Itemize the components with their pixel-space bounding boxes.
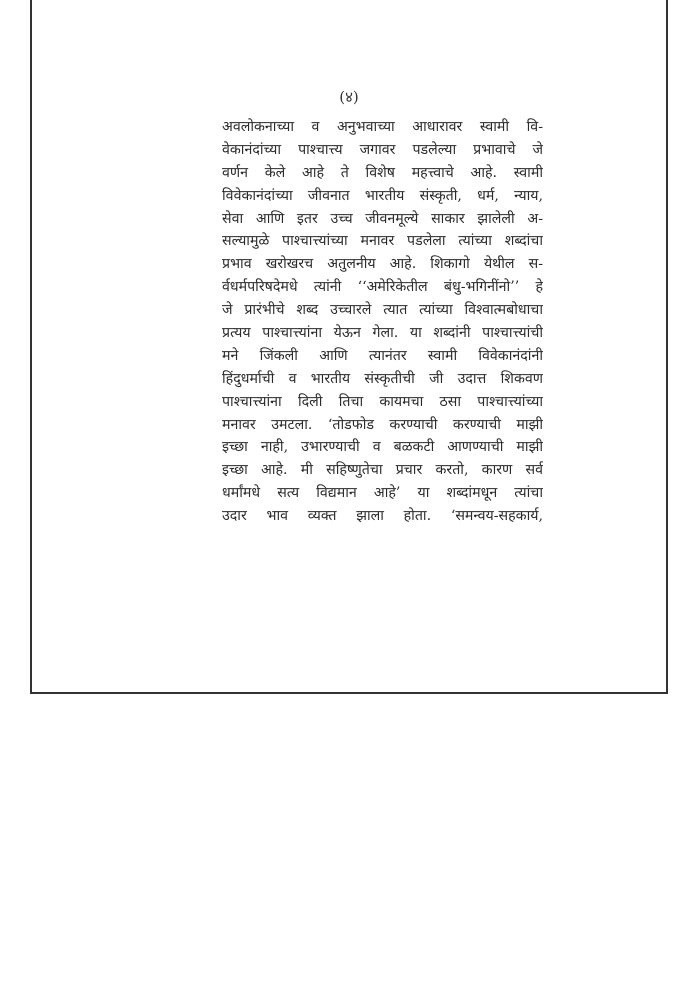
page-number: (४) bbox=[339, 88, 359, 106]
text-line: अवलोकनाच्या व अनुभवाच्या आधारावर स्वामी वि- bbox=[222, 119, 543, 135]
text-line: पाश्चात्त्यांना दिली तिचा कायमचा ठसा पाश्चात्त्यांच्या bbox=[222, 393, 543, 410]
page-frame bbox=[30, 0, 668, 694]
text-line: इच्छा नाही, उभारण्याची व बळकटी आणण्याची माझी bbox=[222, 439, 543, 456]
text-line: इच्छा आहे. मी सहिष्णुतेचा प्रचार करतो, कारण सर्व bbox=[222, 462, 543, 479]
text-line: वर्णन केले आहे ते विशेष महत्त्वाचे आहे. स्वामी bbox=[222, 164, 543, 181]
text-line: मनावर उमटला. ‘तोडफोड करण्याची करण्याची माझी bbox=[222, 416, 543, 433]
text-line: विवेकानंदांच्या जीवनात भारतीय संस्कृती, धर्म, न्याय, bbox=[222, 187, 543, 204]
text-line: सल्यामुळे पाश्चात्त्यांच्या मनावर पडलेला त्यांच्या शब्दांचा bbox=[222, 233, 543, 250]
text-line: हिंदुधर्माची व भारतीय संस्कृतीची जी उदात्त शिकवण bbox=[222, 370, 543, 387]
text-line: वेकानंदांच्या पाश्चात्त्य जगावर पडलेल्या प्रभावाचे जे bbox=[222, 141, 543, 158]
text-line: धर्मांमधे सत्य विद्यमान आहे’ या शब्दांमधून त्यांचा bbox=[222, 485, 543, 502]
text-line: र्वधर्मपरिषदेमधे त्यांनी ‘‘अमेरिकेतील बंधु-भगिनींनो’’ हे bbox=[222, 279, 543, 296]
text-line: जे प्रारंभीचे शब्द उच्चारले त्यात त्यांच्या विश्वात्मबोधाचा bbox=[222, 302, 543, 319]
text-line: मने जिंकली आणि त्यानंतर स्वामी विवेकानंदांनी bbox=[222, 347, 543, 364]
text-line: प्रभाव खरोखरच अतुलनीय आहे. शिकागो येथील स- bbox=[222, 256, 543, 273]
text-line: प्रत्यय पाश्चात्त्यांना येऊन गेला. या शब्दांनी पाश्चात्त्यांची bbox=[222, 325, 543, 342]
body-paragraph bbox=[222, 116, 543, 528]
text-line: सेवा आणि इतर उच्च जीवनमूल्ये साकार झालेली अ- bbox=[222, 210, 543, 227]
text-line: उदार भाव व्यक्त झाला होता. ‘समन्वय-सहकार्य, bbox=[222, 508, 543, 525]
